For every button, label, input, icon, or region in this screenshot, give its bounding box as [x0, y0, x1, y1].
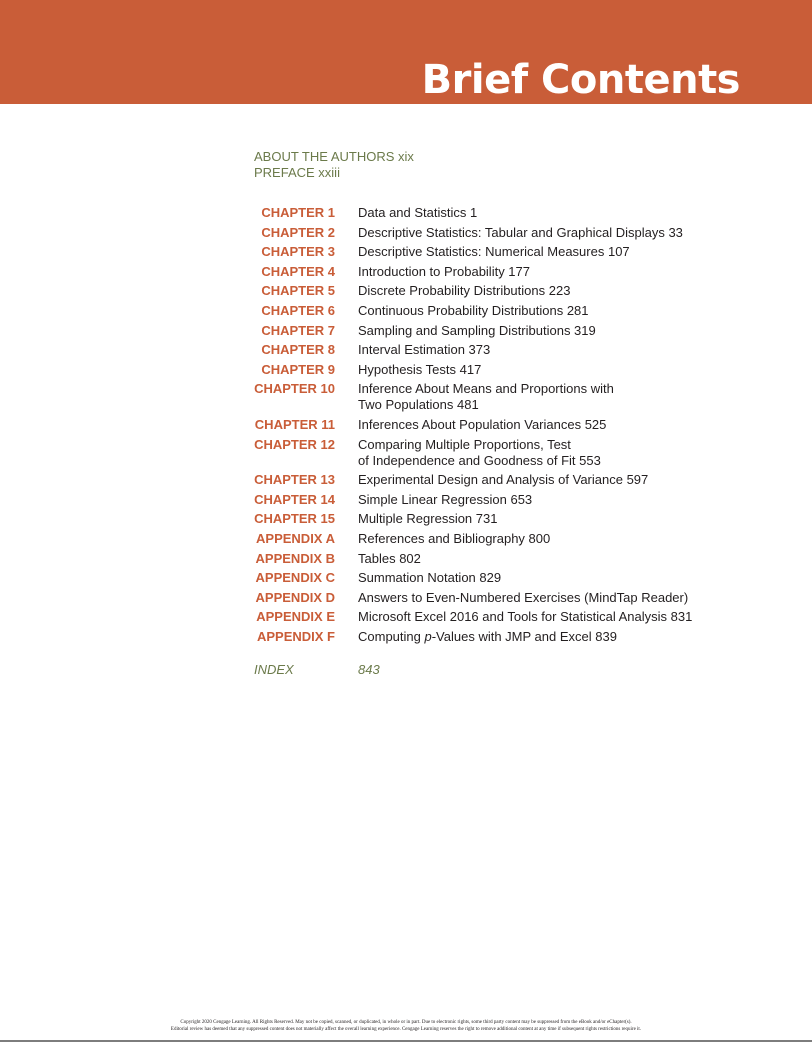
toc-entry — [254, 381, 754, 413]
toc-entry-title: Introduction to Probability 177 — [358, 263, 530, 279]
toc-entry-title: Interval Estimation 373 — [358, 342, 491, 358]
toc-entry — [254, 205, 754, 221]
copyright-line-2: Editorial review has deemed that any suppressed content does not materially affect the overall learning experience. Cengage Learning reserves the right to remove additional content at any time if subsequent rights restrictions require it. — [170, 1027, 642, 1032]
toc-entry-title: Experimental Design and Analysis of Variance 597 — [358, 472, 649, 488]
toc-entry-title: Descriptive Statistics: Numerical Measures 107 — [358, 244, 630, 260]
toc-entry-title: Descriptive Statistics: Tabular and Graphical Displays 33 — [358, 224, 683, 240]
preface-entry: PREFACE xxiii — [254, 165, 340, 180]
toc-entry-label: CHAPTER 11 — [254, 416, 335, 432]
toc-entry — [254, 437, 754, 469]
header-band — [0, 0, 812, 104]
toc-entry — [254, 244, 754, 260]
toc-entry-title: References and Bibliography 800 — [358, 530, 551, 546]
toc-entry-label: CHAPTER 15 — [254, 511, 335, 527]
toc-entry — [254, 264, 754, 280]
toc-entry — [254, 590, 754, 606]
toc-entry — [254, 225, 754, 241]
copyright-notice — [0, 1019, 812, 1033]
table-of-contents — [254, 205, 754, 648]
toc-entry — [254, 492, 754, 508]
toc-entry-title: Microsoft Excel 2016 and Tools for Statistical Analysis 831 — [358, 609, 693, 625]
toc-entry-title: Simple Linear Regression 653 — [358, 491, 533, 507]
toc-entry-title: Sampling and Sampling Distributions 319 — [358, 322, 596, 338]
index-page-number: 843 — [358, 662, 380, 677]
toc-entry-label: CHAPTER 6 — [261, 302, 335, 318]
toc-entry-label: CHAPTER 2 — [261, 224, 335, 240]
toc-entry — [254, 362, 754, 378]
toc-entry-label: CHAPTER 5 — [261, 283, 335, 299]
toc-entry — [254, 472, 754, 488]
toc-entry-title: Inference About Means and Proportions with Two Populations 481 — [358, 381, 614, 413]
toc-entry-label: CHAPTER 9 — [261, 361, 335, 377]
toc-entry-title: Continuous Probability Distributions 281 — [358, 302, 589, 318]
toc-entry — [254, 629, 754, 645]
toc-entry — [254, 609, 754, 625]
index-entry — [254, 662, 380, 678]
toc-entry — [254, 323, 754, 339]
front-matter — [254, 149, 414, 181]
toc-entry-label: APPENDIX A — [256, 530, 335, 546]
toc-entry-label: CHAPTER 13 — [254, 472, 335, 488]
toc-entry-title: Tables 802 — [358, 550, 421, 566]
about-the-authors-entry: ABOUT THE AUTHORS xix — [254, 149, 414, 164]
toc-entry-label: APPENDIX E — [256, 609, 335, 625]
toc-entry-label: CHAPTER 10 — [254, 381, 335, 397]
toc-entry — [254, 570, 754, 586]
toc-entry-label: APPENDIX D — [255, 589, 335, 605]
toc-entry-label: APPENDIX B — [255, 550, 335, 566]
toc-entry-label: CHAPTER 14 — [254, 491, 335, 507]
toc-entry — [254, 551, 754, 567]
toc-entry-title: Computing p-Values with JMP and Excel 839 — [358, 628, 617, 644]
toc-entry-label: CHAPTER 7 — [261, 322, 335, 338]
toc-entry-title: Data and Statistics 1 — [358, 205, 478, 220]
page-title: Brief Contents — [421, 57, 740, 103]
toc-entry-label: CHAPTER 1 — [261, 205, 335, 220]
toc-entry-title: Hypothesis Tests 417 — [358, 361, 482, 377]
copyright-line-1: Copyright 2020 Cengage Learning. All Rights Reserved. May not be copied, scanned, or duplicated, in whole or in part. Due to electronic rights, some third party content may be suppressed from the eBook and/or eChapter(s). — [180, 1020, 632, 1025]
toc-entry-title: Summation Notation 829 — [358, 570, 502, 586]
toc-entry-title: Comparing Multiple Proportions, Test of Independence and Goodness of Fit 553 — [358, 436, 601, 468]
index-label: INDEX — [254, 662, 294, 677]
toc-entry-title: Answers to Even-Numbered Exercises (MindTap Reader) — [358, 589, 689, 605]
toc-entry-title: Inferences About Population Variances 525 — [358, 416, 607, 432]
toc-entry-title: Multiple Regression 731 — [358, 511, 498, 527]
toc-entry-label: CHAPTER 8 — [261, 342, 335, 358]
toc-entry — [254, 342, 754, 358]
toc-entry-title: Discrete Probability Distributions 223 — [358, 283, 571, 299]
toc-entry-label: APPENDIX F — [256, 628, 335, 644]
toc-entry-label: APPENDIX C — [255, 570, 335, 586]
toc-entry — [254, 303, 754, 319]
toc-entry — [254, 283, 754, 299]
toc-entry — [254, 531, 754, 547]
toc-entry-label: CHAPTER 12 — [254, 436, 335, 452]
toc-entry — [254, 511, 754, 527]
toc-entry — [254, 417, 754, 433]
toc-entry-label: CHAPTER 4 — [261, 263, 335, 279]
toc-entry-label: CHAPTER 3 — [261, 244, 335, 260]
